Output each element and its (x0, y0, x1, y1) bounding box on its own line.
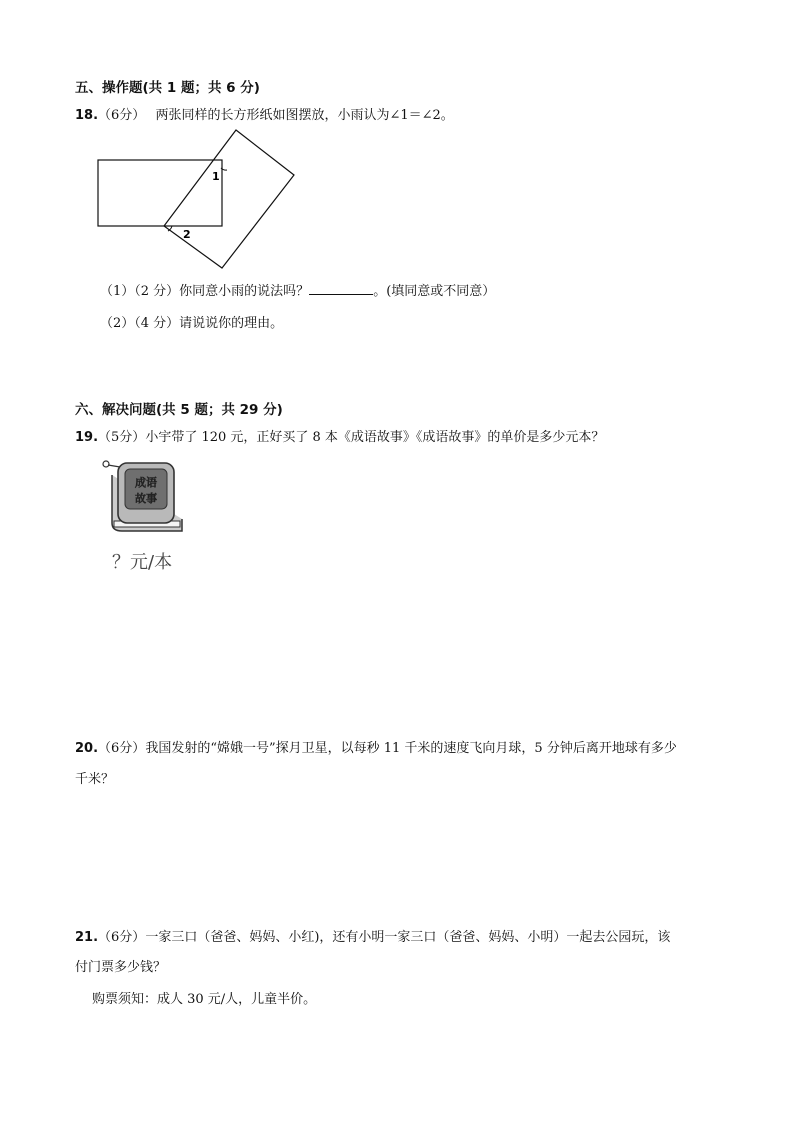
question-18 (75, 104, 454, 123)
question-score: （6分） (98, 930, 146, 945)
question-number: 18. (75, 108, 99, 123)
angle-2-label: 2 (183, 228, 191, 241)
question-score: （6分） (98, 108, 146, 123)
sub-question-2: （2）（4 分）请说说你的理由。 (100, 316, 284, 331)
sub-question-1 (100, 280, 495, 299)
question-number: 20. (75, 741, 99, 756)
question-text: 小宇带了 120 元，正好买了 8 本《成语故事》《成语故事》的单价是多少元本？ (145, 430, 605, 445)
ticket-notice: 购票须知：成人 30 元/人，儿童半价。 (92, 992, 317, 1007)
answer-blank[interactable] (309, 282, 373, 295)
question-number: 19. (75, 430, 99, 445)
rotated-rectangle (164, 130, 294, 268)
book-title-top: 成语 (135, 476, 157, 489)
book-illustration (98, 455, 188, 537)
left-rectangle (98, 160, 222, 226)
question-text: 我国发射的“嫦娥一号”探月卫星，以每秒 11 千米的速度飞向月球，5 分钟后离开地球有多少 (145, 741, 677, 756)
sub-question-text: （1）（2 分）你同意小雨的说法吗？ (100, 284, 310, 299)
question-20 (75, 737, 677, 756)
book-title-bottom: 故事 (135, 492, 157, 505)
section-title: 五、操作题(共 1 题；共 6 分) (75, 80, 260, 96)
question-19 (75, 426, 604, 445)
price-label: ？元/本 (112, 552, 173, 573)
sub-question-hint: 。(填同意或不同意） (373, 284, 496, 299)
question-text: 两张同样的长方形纸如图摆放，小雨认为∠1＝∠2。 (155, 108, 454, 123)
question-text: 一家三口（爸爸、妈妈、小红)，还有小明一家三口（爸爸、妈妈、小明）一起去公园玩，该 (145, 930, 671, 945)
question-21 (75, 926, 670, 945)
question-score: （5分） (98, 430, 146, 445)
rectangles-diagram (90, 128, 305, 273)
section-title: 六、解决问题(共 5 题；共 29 分) (75, 402, 283, 418)
angle-1-label: 1 (212, 170, 220, 183)
question-21-continued: 付门票多少钱？ (75, 960, 167, 975)
question-20-continued: 千米？ (75, 772, 115, 787)
question-number: 21. (75, 930, 99, 945)
question-score: （6分） (98, 741, 146, 756)
